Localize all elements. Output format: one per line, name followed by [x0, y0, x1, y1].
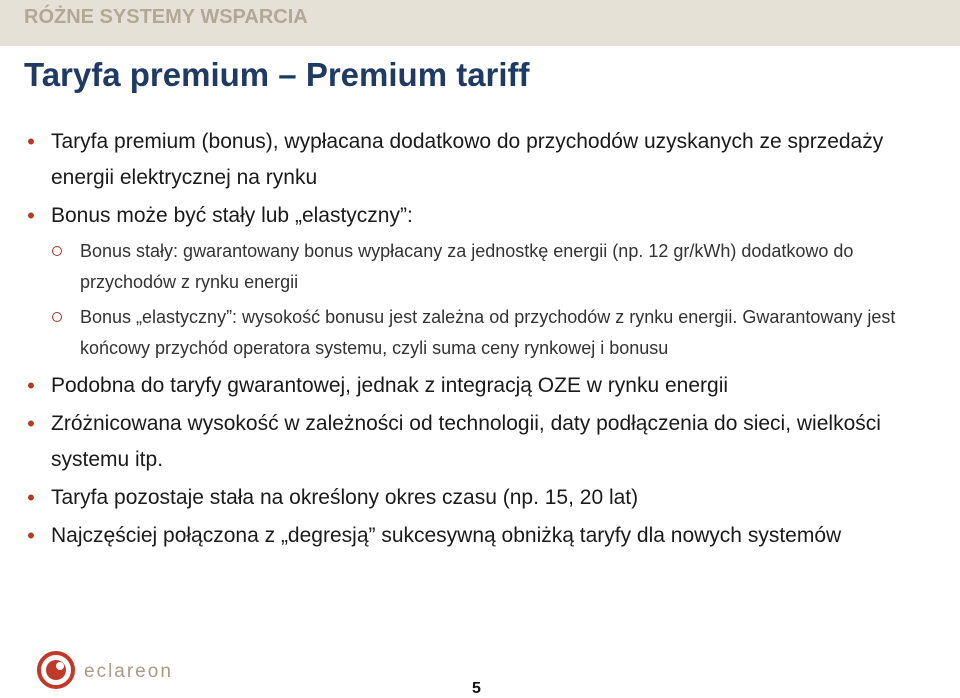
- bullet-dot-icon: •: [27, 523, 35, 548]
- slide-body: [24, 124, 944, 554]
- sub-bullet-item: [24, 302, 944, 364]
- bullet-dot-icon: •: [27, 373, 35, 398]
- circle-bullet-icon: [52, 312, 62, 322]
- bullet-text: Bonus może być stały lub „elastyczny”:: [51, 204, 413, 227]
- bullet-item: [24, 518, 944, 554]
- sub-bullet-item: [24, 236, 944, 298]
- bullet-item: [24, 198, 944, 234]
- bullet-text: Najczęściej połączona z „degresją” sukcesywną obniżką taryfy dla nowych systemów: [51, 524, 842, 547]
- bullet-item: [24, 124, 944, 196]
- bullet-dot-icon: •: [27, 203, 35, 228]
- bullet-text: Zróżnicowana wysokość w zależności od technologii, daty podłączenia do sieci, wielkości systemu itp.: [51, 412, 881, 471]
- bullet-text: Taryfa pozostaje stała na określony okres czasu (np. 15, 20 lat): [51, 486, 639, 509]
- bullet-text: Podobna do taryfy gwarantowej, jednak z integracją OZE w rynku energii: [51, 374, 729, 397]
- eclareon-logo-icon: [36, 650, 76, 690]
- bullet-item: [24, 368, 944, 404]
- logo-text: eclareon: [84, 661, 173, 682]
- bullet-dot-icon: •: [27, 485, 35, 510]
- section-label: RÓŻNE SYSTEMY WSPARCIA: [24, 6, 308, 28]
- bullet-item: [24, 406, 944, 478]
- circle-bullet-icon: [52, 246, 62, 256]
- slide-title: Taryfa premium – Premium tariff: [24, 56, 530, 93]
- bullet-dot-icon: •: [27, 129, 35, 154]
- bullet-text: Taryfa premium (bonus), wypłacana dodatkowo do przychodów uzyskanych ze sprzedaży energii elektrycznej na rynku: [51, 130, 884, 189]
- bullet-dot-icon: •: [27, 411, 35, 436]
- sub-bullet-text: Bonus „elastyczny”: wysokość bonusu jest zależna od przychodów z rynku energii. Gwarantowany jest końcowy przychód operatora systemu, czyli suma ceny rynkowej i bonusu: [80, 307, 896, 358]
- bullet-item: [24, 480, 944, 516]
- page-number: 5: [472, 680, 481, 697]
- sub-bullet-text: Bonus stały: gwarantowany bonus wypłacany za jednostkę energii (np. 12 gr/kWh) dodatkowo do przychodów z rynku energii: [80, 241, 854, 292]
